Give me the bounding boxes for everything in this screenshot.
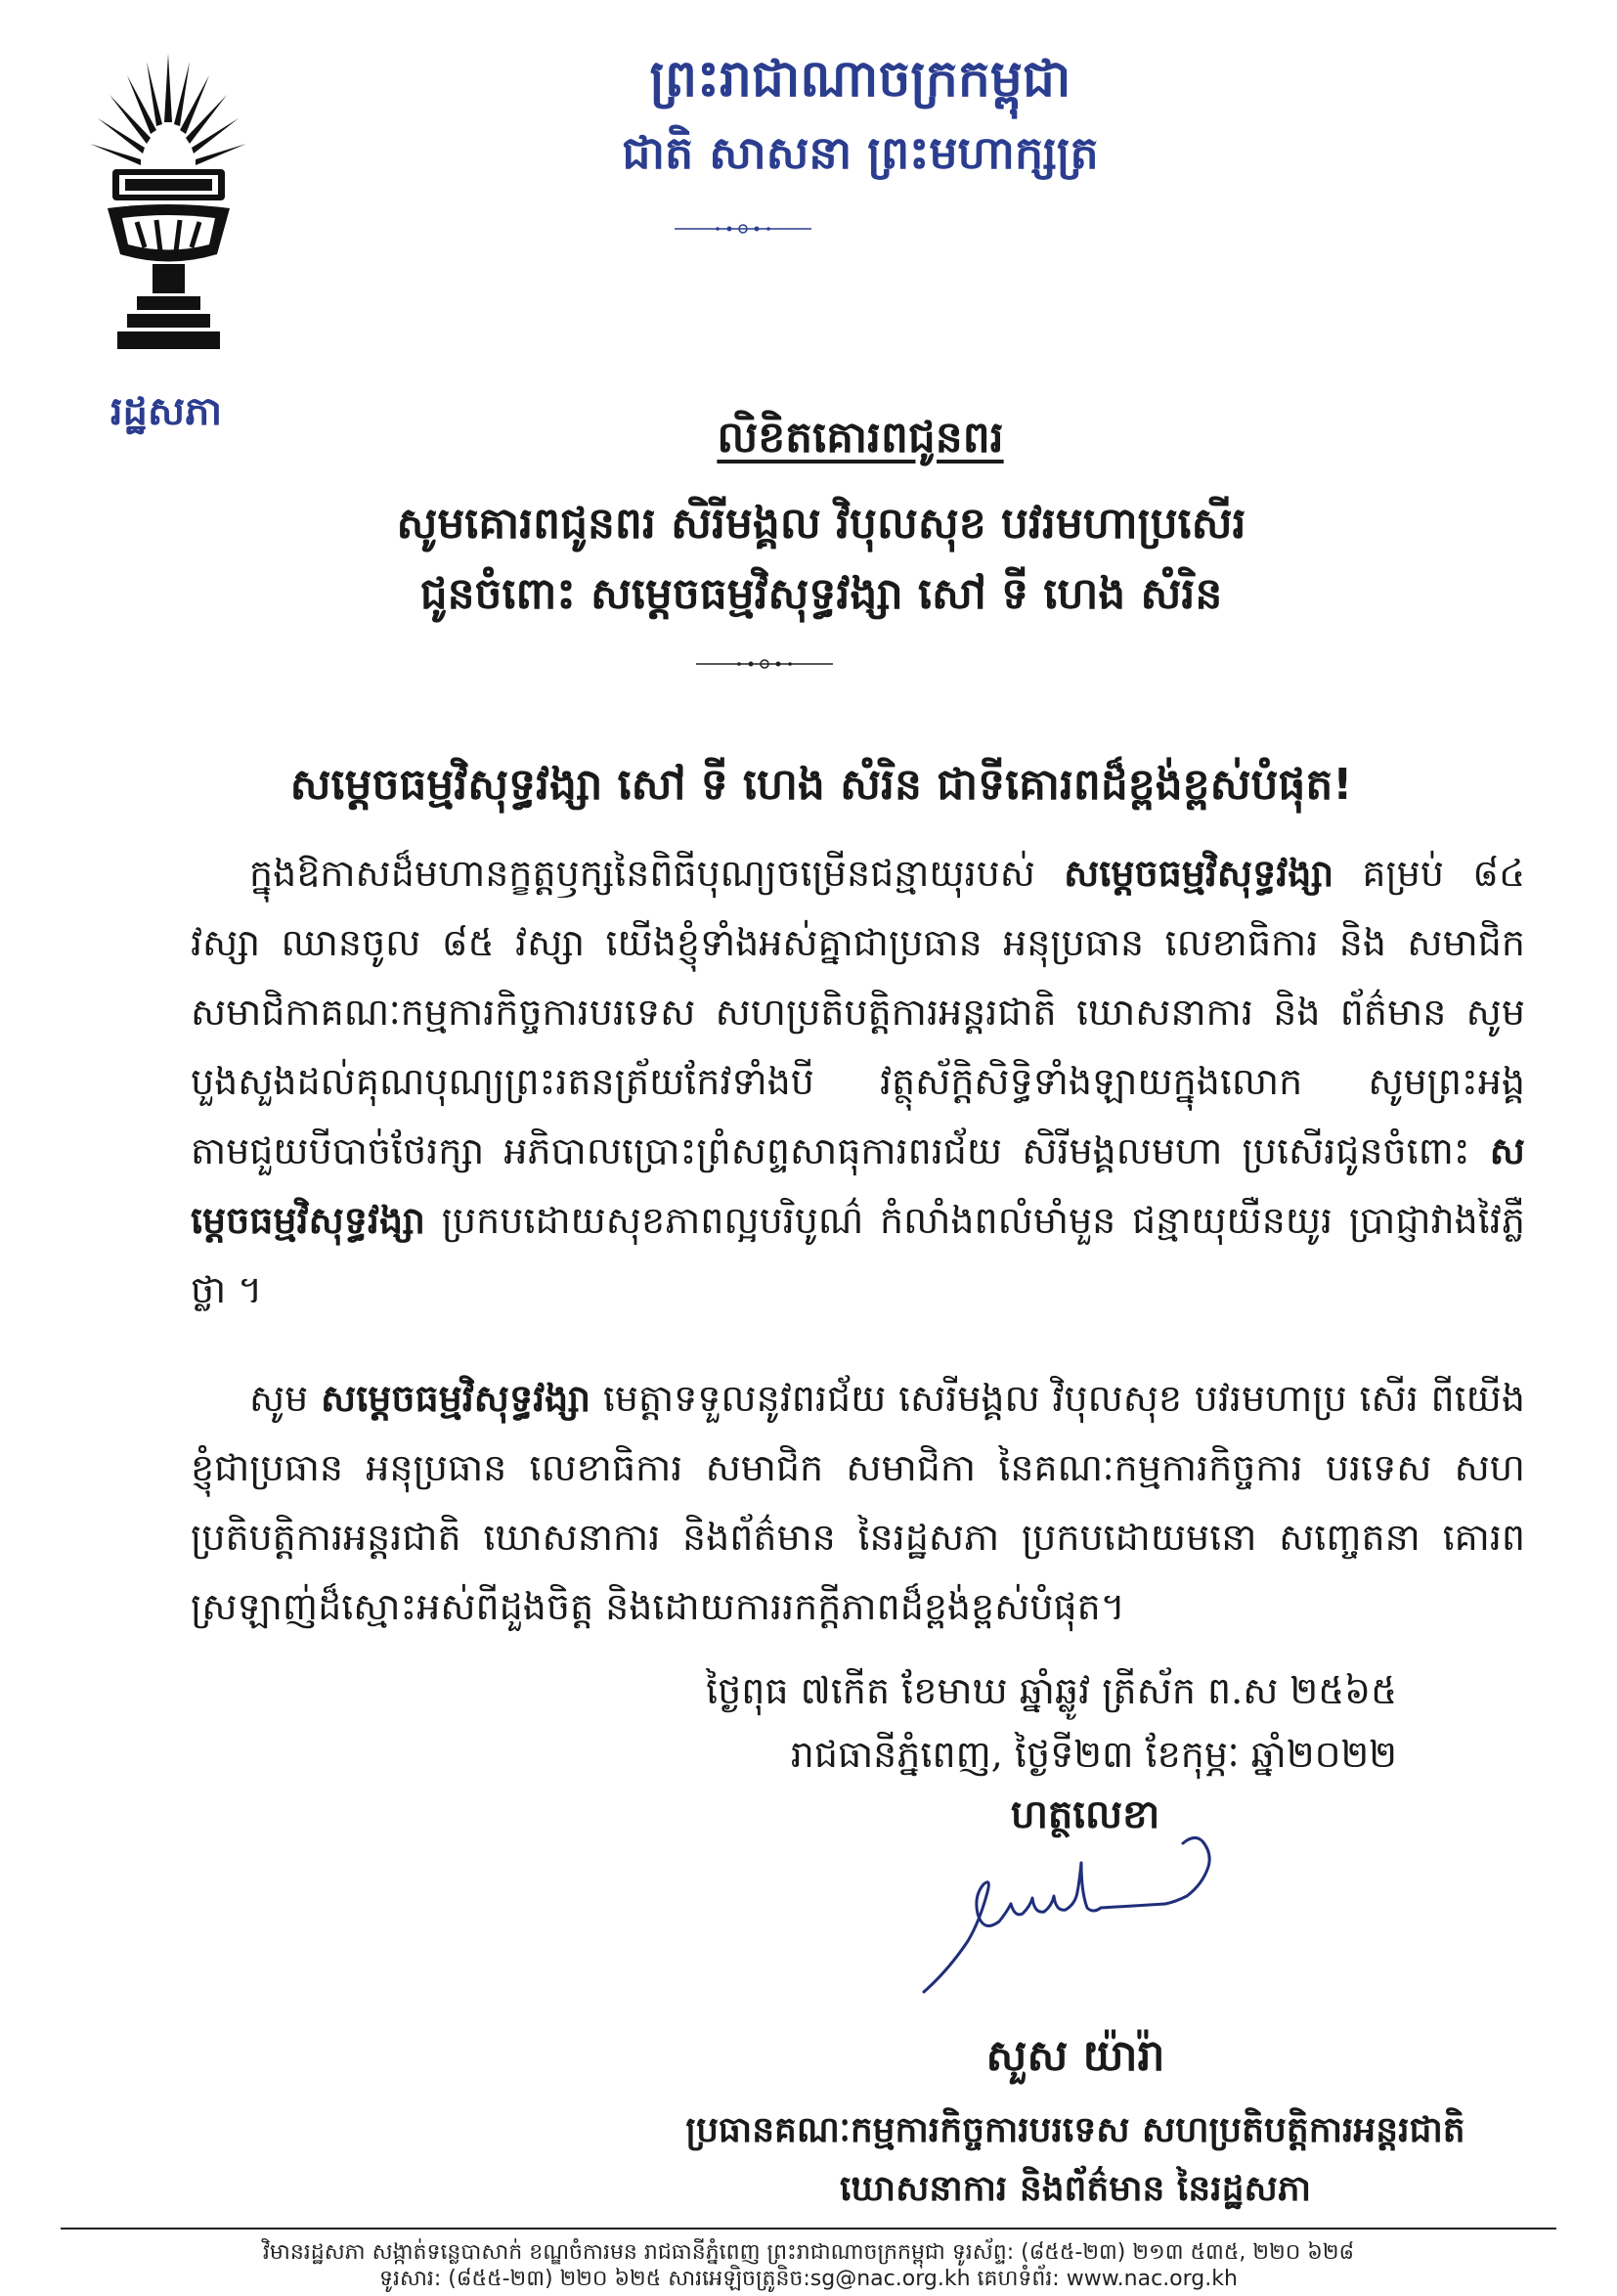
paragraph-text: ក្នុងឱកាសដ៏មហានក្ខត្តឫក្សនៃពិធីបុណ្យចម្រើនជន្មាយុរបស់ — [249, 852, 1035, 895]
letter-subtitle-1: សូមគោរពជូនពរ សិរីមង្គល វិបុលសុខ បវរមហាប្រសើរ — [396, 499, 1246, 549]
footer-address: វិមានរដ្ឋសភា សង្កាត់ទន្លេបាសាក់ ខណ្ឌចំការមន រាជធានីភ្នំពេញ ព្រះរាជាណាចក្រកម្ពុជា ទូរស័ព្ទ: (៨៥៥-២៣) ២១៣ ៥៣៥, ២២០ ៦២៨ — [262, 2240, 1355, 2265]
handwritten-signature-icon — [909, 1824, 1232, 2000]
salutation: សម្តេចធម្មវិសុទ្ធវង្សា សៅ ទី ហេង សំរិន ជាទីគោរពដ៏ខ្ពង់ខ្ពស់បំផុត! — [289, 760, 1353, 810]
signer-name: សួស យ៉ារ៉ា — [985, 2031, 1165, 2081]
lunar-date: ថ្ងៃពុធ ៧កើត ខែមាឃ ឆ្នាំឆ្លូវ ត្រីស័ក ព.ស ២៥៦៥ — [706, 1669, 1397, 1712]
letter-title: លិខិតគោរពជូនពរ — [717, 413, 1004, 463]
kingdom-heading: ព្រះរាជាណាចក្រកម្ពុជា — [649, 50, 1071, 109]
footer-contact: ទូរសារ: (៨៥៥-២៣) ២២០ ៦២៥ សារអេឡិចត្រូនិច:sg@nac.org.kh គេហទំព័រ: www.nac.org.kh — [379, 2267, 1238, 2291]
paragraph-text: សូម — [249, 1377, 309, 1420]
signature-heading: ហត្ថលេខា — [1010, 1792, 1160, 1837]
emblem-label: រដ្ឋសភា — [109, 389, 223, 434]
signer-position-1: ប្រធានគណៈកម្មការកិច្ចការបរទេស សហប្រតិបត្តិការអន្តរជាតិ — [685, 2110, 1465, 2150]
honoree-name: សម្តេចធម្មវិសុទ្ធវង្សា — [191, 1129, 1525, 1242]
paragraph-text: មេត្តាទទួលនូវពរជ័យ សេរីមង្គល វិបុលសុខ បវរមហាប្រ សើរ ពីយើងខ្ញុំជាប្រធាន អនុប្រធាន លេខាធិការ សមាជិក សមាជិកា នៃគណៈកម្មការកិច្ចការ បរទេស សហប្រតិបត្តិការអន្តរជាតិ ឃោសនាការ និងព័ត៌មាន នៃរដ្ឋសភា ប្រកបដោយមនោ សញ្ចេតនា គោរពស្រឡាញ់ដ៏ស្មោះអស់ពីដួងចិត្ត និងដោយការរកក្តីភាពដ៏ខ្ពង់ខ្ពស់បំផុត។ — [191, 1377, 1525, 1628]
signer-position-2: ឃោសនាការ និងព័ត៌មាន នៃរដ្ឋសភា — [839, 2169, 1312, 2209]
body-paragraph-2 — [191, 1364, 1525, 1642]
paragraph-text: គម្រប់ ៨៤ វស្សា ឈានចូល ៨៥ វស្សា យើងខ្ញុំទាំងអស់គ្នាជាប្រធាន អនុប្រធាន លេខាធិការ និង សមាជិក សមាជិកាគណៈកម្មការកិច្ចការបរទេស សហប្រតិបត្តិការអន្តរជាតិ ឃោសនាការ និង ព័ត៌មាន សូមបួងសួងដល់គុណបុណ្យព្រះរតនត្រ័យកែវទាំងបី វត្ថុស័ក្តិសិទ្ធិទាំងឡាយក្នុងលោក សូមព្រះអង្គតាមជួយបីបាច់ថែរក្សា អភិបាលប្រោះព្រំសព្ទសាធុការពរជ័យ សិរីមង្គលមហា ប្រសើរជូនចំពោះ — [191, 852, 1525, 1172]
motto-heading: ជាតិ សាសនា ព្រះមហាក្សត្រ — [622, 126, 1099, 179]
ornament-divider-icon — [696, 655, 833, 673]
place-and-date: រាជធានីភ្នំពេញ, ថ្ងៃទី២៣ ខែកុម្ភៈ ឆ្នាំ២០២២ — [790, 1733, 1397, 1776]
ornament-divider-icon — [675, 220, 811, 238]
body-paragraph-1 — [191, 839, 1525, 1325]
honoree-name: សម្តេចធម្មវិសុទ្ធវង្សា — [321, 1377, 591, 1420]
letter-subtitle-2: ជូនចំពោះ សម្តេចធម្មវិសុទ្ធវង្សា សៅ ទី ហេង សំរិន — [419, 569, 1223, 619]
paragraph-text: ប្រកបដោយសុខភាពល្អបរិបូណ៌ កំលាំងពលំមាំមួន ជន្មាយុយឺនយូរ ប្រាជ្ញាវាងវៃភ្លឺថ្លា ។ — [191, 1199, 1525, 1311]
footer-divider — [61, 2228, 1556, 2230]
honoree-name: សម្តេចធម្មវិសុទ្ធវង្សា — [1064, 852, 1334, 895]
national-assembly-emblem-icon — [88, 54, 249, 367]
